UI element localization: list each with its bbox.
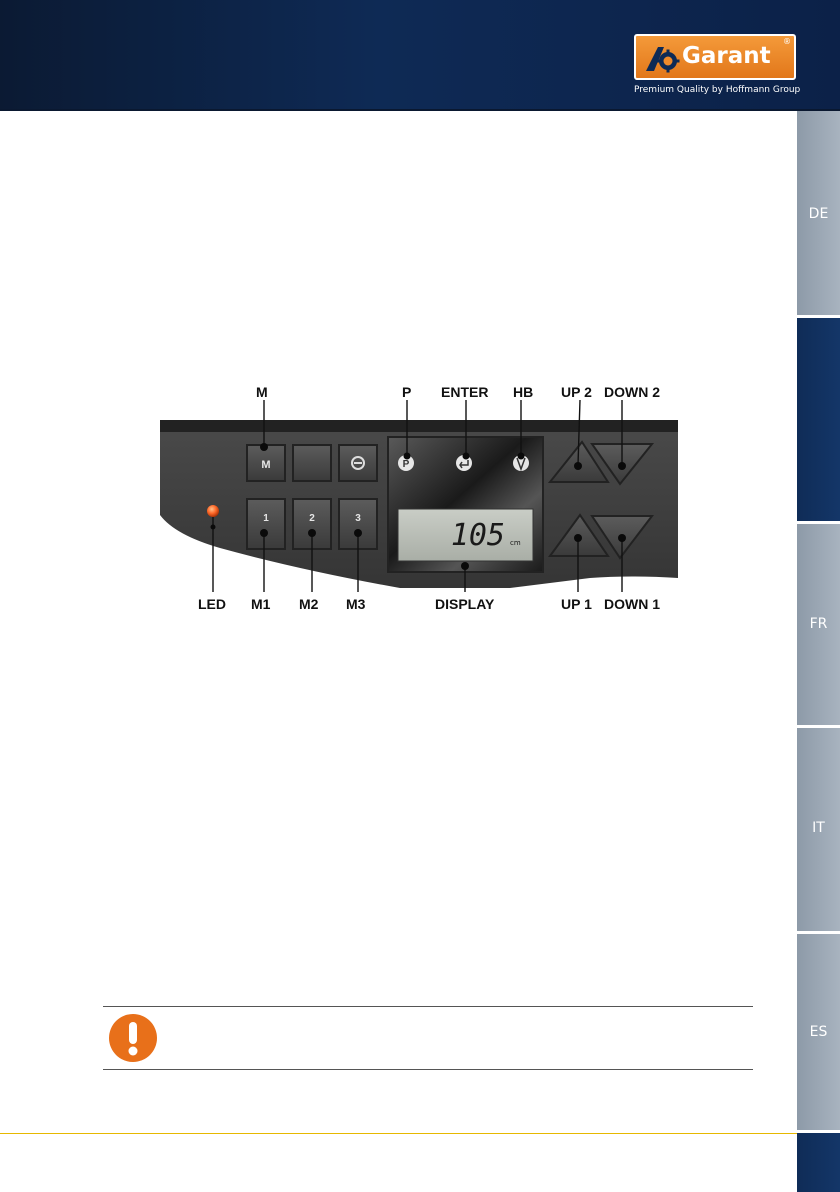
p-button-glyph: P [402, 459, 410, 470]
registered-mark: ® [783, 37, 791, 46]
label-m3: M3 [346, 596, 366, 612]
led-indicator [207, 505, 219, 517]
label-m2: M2 [299, 596, 319, 612]
label-down2: DOWN 2 [604, 384, 660, 400]
blank-button-shape [293, 445, 331, 481]
label-enter: ENTER [441, 384, 489, 400]
caution-bottom-rule [103, 1069, 753, 1070]
tab-es-label: ES [809, 1024, 828, 1040]
m2-button-glyph: 2 [309, 513, 315, 524]
label-m1: M1 [251, 596, 271, 612]
panel-top-edge [160, 420, 678, 432]
m-button-glyph: M [261, 459, 271, 471]
exclamation-icon [108, 1013, 158, 1063]
display-unit: cm [510, 539, 521, 547]
label-p: P [402, 384, 412, 400]
label-hb: HB [513, 384, 534, 400]
m1-button-glyph: 1 [263, 513, 269, 524]
tab-fr-label: FR [809, 616, 828, 632]
tab-it-label: IT [812, 820, 825, 836]
logo-wordmark: Garant [682, 43, 771, 69]
label-display: DISPLAY [435, 596, 495, 612]
label-down1: DOWN 1 [604, 596, 660, 612]
label-led: LED [198, 596, 226, 612]
label-up1: UP 1 [561, 596, 592, 612]
footer-rule [0, 1133, 797, 1134]
caution-top-rule [103, 1006, 753, 1007]
brand-tagline: Premium Quality by Hoffmann Group [634, 85, 801, 95]
display-value: 105 [450, 518, 505, 553]
tab-de-label: DE [808, 206, 829, 222]
label-up2: UP 2 [561, 384, 592, 400]
m3-button-glyph: 3 [355, 513, 361, 524]
m1-button-shape [247, 499, 285, 549]
label-m: M [256, 384, 268, 400]
